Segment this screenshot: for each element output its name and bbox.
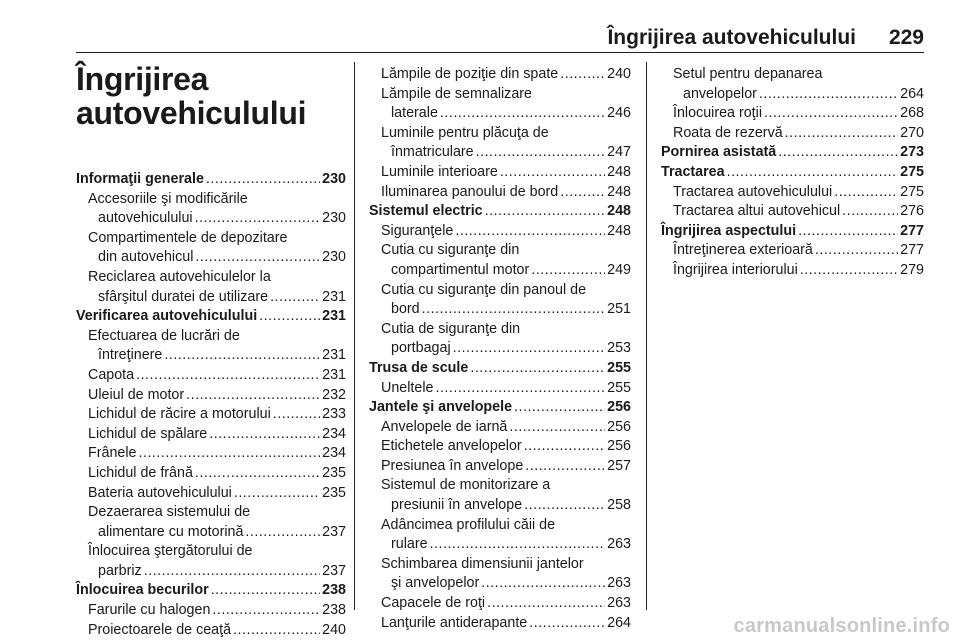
running-header-title: Îngrijirea autovehiculului: [607, 26, 856, 49]
toc-section[interactable]: [369, 359, 631, 379]
toc-entry-text: Lămpile de poziţie din spate: [381, 66, 559, 82]
dot-leader: [273, 405, 320, 425]
toc-entry[interactable]: [369, 555, 631, 594]
toc-entry-text: Tractarea: [661, 163, 725, 180]
toc-section[interactable]: [76, 581, 346, 601]
toc-section[interactable]: [661, 222, 924, 242]
toc-entry-text: presiunii în anvelope: [391, 497, 523, 514]
toc-page-number: 276: [900, 203, 924, 220]
toc-entry-text: Lichidul de răcire a motorului: [88, 406, 271, 423]
toc-page-number: 247: [607, 144, 631, 161]
toc-entry[interactable]: [369, 418, 631, 438]
dot-leader: [815, 241, 898, 261]
toc-entry-text: Pornirea asistată: [661, 144, 777, 161]
page-number: 229: [888, 26, 924, 49]
toc-page-number: 256: [607, 418, 631, 435]
dot-leader: [524, 437, 605, 457]
toc-entry[interactable]: [76, 601, 346, 621]
column-divider: [354, 62, 355, 610]
toc-page-number: 231: [322, 366, 346, 383]
dot-leader: [144, 562, 320, 582]
toc-page-number: 263: [607, 595, 631, 612]
toc-entry-text: Farurile cu halogen: [88, 602, 211, 619]
toc-entry[interactable]: [369, 163, 631, 183]
toc-column-1: [76, 170, 346, 640]
dot-leader: [195, 209, 321, 229]
dot-leader: [509, 418, 605, 438]
toc-page-number: 256: [607, 399, 631, 416]
dot-leader: [435, 379, 605, 399]
dot-leader: [487, 594, 605, 614]
toc-page-number: 248: [607, 203, 631, 220]
toc-entry[interactable]: [369, 241, 631, 280]
dot-leader: [212, 601, 320, 621]
dot-leader: [234, 484, 320, 504]
toc-page-number: 235: [322, 484, 346, 501]
toc-page-number: 230: [322, 171, 346, 187]
toc-entry[interactable]: [661, 124, 924, 144]
toc-page-number: 231: [322, 288, 346, 305]
toc-entry-text: laterale: [391, 105, 438, 122]
toc-entry[interactable]: [369, 281, 631, 320]
toc-page-number: 231: [322, 308, 346, 325]
toc-entry[interactable]: [661, 183, 924, 203]
dot-leader: [186, 386, 320, 406]
toc-entry-text: Iluminarea panoului de bord: [381, 183, 559, 200]
dot-leader: [211, 581, 320, 601]
toc-entry[interactable]: [76, 425, 346, 445]
toc-page-number: 273: [900, 144, 924, 161]
toc-page-number: 275: [900, 183, 924, 200]
toc-entry-text: Bateria autovehiculului: [88, 484, 232, 501]
toc-entry[interactable]: [76, 464, 346, 484]
toc-entry-text: şi anvelopelor: [391, 575, 480, 592]
header-rule: [76, 52, 924, 53]
dot-leader: [430, 535, 606, 555]
toc-entry-text: Uneltele: [381, 379, 434, 396]
toc-entry-text: înmatriculare: [391, 144, 474, 161]
toc-entry[interactable]: [369, 476, 631, 515]
toc-entry-text: Cutia cu siguranţe din: [381, 242, 520, 259]
toc-page-number: 246: [607, 105, 631, 122]
toc-page-number: 255: [607, 359, 631, 376]
toc-entry-text: Sistemul electric: [369, 203, 483, 220]
dot-leader: [164, 346, 320, 366]
dot-leader: [245, 523, 320, 543]
toc-entry[interactable]: [369, 379, 631, 399]
toc-page-number: 268: [900, 105, 924, 122]
dot-leader: [759, 85, 898, 105]
toc-entry[interactable]: [369, 85, 631, 124]
dot-leader: [195, 464, 320, 484]
dot-leader: [453, 339, 606, 359]
toc-column-2: [369, 65, 631, 633]
toc-section[interactable]: [661, 163, 924, 183]
chapter-title-line: autovehiculului: [76, 95, 307, 131]
dot-leader: [485, 202, 606, 222]
toc-entry[interactable]: [76, 444, 346, 464]
toc-entry-text: Lanţurile antiderapante: [381, 614, 528, 631]
toc-entry-text: Îngrijirea aspectului: [661, 222, 797, 239]
toc-entry-text: întreţinere: [98, 347, 163, 364]
toc-entry-text: Trusa de scule: [369, 359, 469, 376]
toc-entry[interactable]: [76, 405, 346, 425]
toc-entry[interactable]: [369, 65, 631, 85]
toc-page-number: 237: [322, 523, 346, 540]
watermark: carmanualsonline.info: [733, 615, 950, 637]
dot-leader: [481, 574, 605, 594]
toc-page-number: 232: [322, 386, 346, 403]
toc-page-number: 238: [322, 582, 346, 599]
toc-entry-text: Etichetele anvelopelor: [381, 438, 522, 455]
toc-page-number: 277: [900, 242, 924, 259]
toc-column-3: [661, 65, 924, 281]
toc-page-number: 248: [607, 163, 631, 180]
toc-entry-text: Întreţinerea exterioară: [673, 242, 813, 259]
toc-page-number: 255: [607, 379, 631, 396]
toc-page-number: 249: [607, 261, 631, 278]
toc-page-number: 257: [607, 457, 631, 474]
toc-entry-text: Efectuarea de lucrări de: [88, 327, 240, 344]
dot-leader: [455, 222, 605, 242]
toc-page-number: 258: [607, 497, 631, 514]
toc-entry-text: Sistemul de monitorizare a: [381, 477, 551, 494]
dot-leader: [233, 621, 320, 641]
toc-page-number: 277: [900, 222, 924, 239]
dot-leader: [195, 248, 320, 268]
dot-leader: [136, 366, 320, 386]
toc-entry[interactable]: [76, 229, 346, 268]
toc-page-number: 256: [607, 438, 631, 455]
toc-entry-text: Siguranţele: [381, 222, 454, 239]
toc-entry-text: Informaţii generale: [76, 171, 204, 187]
toc-entry-text: Anvelopele de iarnă: [381, 418, 508, 435]
dot-leader: [270, 288, 320, 308]
toc-page-number: 233: [322, 406, 346, 423]
toc-entry[interactable]: [661, 241, 924, 261]
toc-entry[interactable]: [76, 190, 346, 229]
toc-entry[interactable]: [369, 594, 631, 614]
toc-entry-text: alimentare cu motorină: [98, 523, 244, 540]
chapter-title-line: Îngrijirea: [76, 61, 209, 97]
toc-entry-text: Dezaerarea sistemului de: [88, 504, 251, 521]
toc-section[interactable]: [661, 143, 924, 163]
toc-entry-text: Uleiul de motor: [88, 386, 185, 403]
toc-section[interactable]: [369, 398, 631, 418]
toc-page-number: 238: [322, 602, 346, 619]
toc-entry-text: Cutia cu siguranţe din panoul de: [381, 281, 587, 298]
toc-page-number: 264: [900, 85, 924, 102]
toc-entry[interactable]: [76, 366, 346, 386]
toc-page-number: 253: [607, 340, 631, 357]
toc-page-number: 251: [607, 301, 631, 318]
toc-entry-text: sfârşitul duratei de utilizare: [98, 288, 269, 305]
toc-entry-text: compartimentul motor: [391, 261, 530, 278]
toc-page-number: 240: [322, 621, 346, 638]
toc-entry[interactable]: [76, 386, 346, 406]
toc-page-number: 248: [607, 183, 631, 200]
toc-entry-text: anvelopelor: [683, 85, 757, 102]
dot-leader: [778, 143, 898, 163]
toc-page-number: 240: [607, 66, 631, 82]
toc-page-number: 230: [322, 210, 346, 227]
toc-entry-text: Înlocuirea roţii: [673, 105, 762, 122]
toc-entry-text: Adâncimea profilului căii de: [381, 516, 556, 533]
toc-entry-text: rulare: [391, 536, 428, 553]
toc-entry-text: Lichidul de spălare: [88, 425, 208, 442]
toc-page-number: 237: [322, 562, 346, 579]
toc-entry-text: Schimbarea dimensiunii jantelor: [381, 555, 584, 572]
toc-entry-text: Înlocuirea becurilor: [76, 582, 209, 599]
toc-entry-text: Lămpile de semnalizare: [381, 85, 532, 102]
toc-entry[interactable]: [661, 104, 924, 124]
toc-entry-text: din autovehicul: [98, 249, 194, 266]
toc-entry[interactable]: [661, 202, 924, 222]
toc-page-number: 234: [322, 445, 346, 462]
dot-leader: [531, 261, 605, 281]
toc-entry[interactable]: [76, 268, 346, 307]
toc-entry-text: Jantele şi anvelopele: [369, 399, 513, 416]
toc-entry[interactable]: [76, 327, 346, 366]
toc-page-number: 275: [900, 163, 924, 180]
dot-leader: [476, 143, 606, 163]
toc-page-number: 263: [607, 575, 631, 592]
dot-leader: [440, 104, 605, 124]
toc-entry-text: Setul pentru depanarea: [673, 66, 823, 82]
toc-entry[interactable]: [76, 503, 346, 542]
toc-entry[interactable]: [369, 437, 631, 457]
dot-leader: [800, 261, 898, 281]
toc-page-number: 235: [322, 464, 346, 481]
toc-entry-text: Roata de rezervă: [673, 124, 783, 141]
toc-entry-text: Accesoriile şi modificările: [88, 190, 248, 207]
toc-entry-text: Luminile interioare: [381, 163, 498, 180]
dot-leader: [727, 163, 899, 183]
dot-leader: [138, 444, 320, 464]
toc-page-number: 263: [607, 536, 631, 553]
dot-leader: [764, 104, 898, 124]
toc-entry[interactable]: [369, 222, 631, 242]
column-divider: [646, 62, 647, 610]
toc-entry-text: Luminile pentru plăcuţa de: [381, 124, 549, 141]
dot-leader: [798, 222, 898, 242]
toc-entry[interactable]: [76, 484, 346, 504]
toc-section[interactable]: [369, 202, 631, 222]
toc-page-number: 234: [322, 425, 346, 442]
toc-entry-text: Verificarea autovehiculului: [76, 308, 258, 325]
toc-entry[interactable]: [369, 183, 631, 203]
toc-section[interactable]: [76, 170, 346, 190]
toc-entry[interactable]: [369, 457, 631, 477]
toc-page-number: 230: [322, 249, 346, 266]
toc-section[interactable]: [76, 307, 346, 327]
dot-leader: [206, 170, 320, 190]
toc-page-number: 279: [900, 261, 924, 278]
toc-entry[interactable]: [661, 261, 924, 281]
dot-leader: [834, 183, 898, 203]
dot-leader: [785, 124, 898, 144]
toc-page-number: 264: [607, 614, 631, 631]
toc-entry-text: Capacele de roţi: [381, 595, 486, 612]
toc-entry-text: Proiectoarele de ceaţă: [88, 621, 232, 638]
toc-entry[interactable]: [369, 516, 631, 555]
toc-entry-text: Tractarea altui autovehicul: [673, 203, 841, 220]
dot-leader: [500, 163, 605, 183]
toc-entry[interactable]: [661, 65, 924, 104]
chapter-title: [76, 62, 306, 130]
dot-leader: [470, 359, 605, 379]
toc-entry-text: Îngrijirea interiorului: [673, 261, 798, 278]
dot-leader: [259, 307, 320, 327]
toc-entry-text: parbriz: [98, 562, 142, 579]
toc-page-number: 270: [900, 124, 924, 141]
dot-leader: [524, 496, 605, 516]
toc-entry-text: bord: [391, 301, 420, 318]
toc-entry[interactable]: [369, 614, 631, 634]
toc-entry[interactable]: [76, 542, 346, 581]
toc-entry-text: autovehiculului: [98, 210, 193, 227]
toc-entry[interactable]: [369, 124, 631, 163]
toc-entry-text: Capota: [88, 366, 135, 383]
toc-page-number: 248: [607, 222, 631, 239]
toc-entry-text: Reciclarea autovehiculelor la: [88, 268, 271, 285]
toc-entry[interactable]: [369, 320, 631, 359]
dot-leader: [209, 425, 320, 445]
toc-entry[interactable]: [76, 621, 346, 641]
toc-entry-text: portbagaj: [391, 340, 451, 357]
dot-leader: [560, 183, 605, 203]
toc-entry-text: Frânele: [88, 445, 137, 462]
dot-leader: [525, 457, 605, 477]
dot-leader: [529, 614, 605, 634]
toc-entry-text: Înlocuirea ştergătorului de: [88, 543, 253, 560]
toc-entry-text: Presiunea în anvelope: [381, 457, 524, 474]
toc-entry-text: Cutia de siguranţe din: [381, 320, 521, 337]
dot-leader: [842, 202, 898, 222]
dot-leader: [560, 65, 605, 85]
toc-entry-text: Tractarea autovehiculului: [673, 183, 833, 200]
dot-leader: [514, 398, 605, 418]
toc-page-number: 231: [322, 347, 346, 364]
toc-entry-text: Compartimentele de depozitare: [88, 229, 288, 246]
toc-entry-text: Lichidul de frână: [88, 464, 193, 481]
dot-leader: [422, 300, 606, 320]
